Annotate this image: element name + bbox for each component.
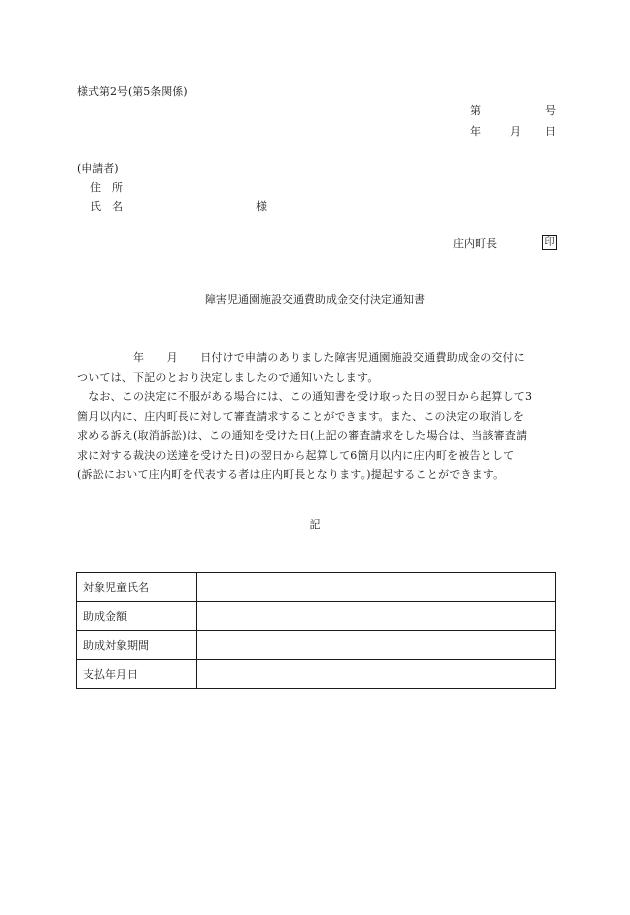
body-line: ついては、下記のとおり決定しましたので通知いたします。 <box>77 370 379 384</box>
mayor-title: 庄内町長 <box>453 237 497 250</box>
doc-number-prefix: 第 <box>470 104 481 117</box>
body-line: なお、この決定に不服がある場合には、この通知書を受け取った日の翌日から起算して3 <box>77 390 533 403</box>
body-line: (訴訟において庄内町を代表する者は庄内町長となります。)提起することができます。 <box>77 468 505 481</box>
row-label: 対象児童氏名 <box>77 573 197 602</box>
row-label: 支払年月日 <box>77 660 197 689</box>
table-row <box>77 660 556 689</box>
applicant-label: (申請者) <box>77 162 119 175</box>
row-value <box>197 631 556 660</box>
date-day: 日 <box>545 125 556 138</box>
seal-mark: 印 <box>542 235 557 250</box>
address-label: 住 所 <box>90 181 123 194</box>
document-title: 障害児通園施設交通費助成金交付決定通知書 <box>205 293 425 306</box>
row-label: 助成対象期間 <box>77 631 197 660</box>
row-value <box>197 660 556 689</box>
honorific: 様 <box>256 200 267 213</box>
table-row <box>77 573 556 602</box>
details-table <box>76 572 556 689</box>
table-row <box>77 631 556 660</box>
doc-number-suffix: 号 <box>545 104 556 117</box>
body-line: 求める訴え(取消訴訟)は、この通知を受けた日(上記の審査請求をした場合は、当該審査請 <box>77 429 528 442</box>
row-value <box>197 573 556 602</box>
notice-body <box>77 348 559 485</box>
form-number: 様式第2号(第5条関係) <box>77 85 188 98</box>
table-row <box>77 602 556 631</box>
body-line: 箇月以内に、庄内町長に対して審査請求することができます。また、この決定の取消しを <box>77 409 525 423</box>
row-label: 助成金額 <box>77 602 197 631</box>
row-value <box>197 602 556 631</box>
ki-heading: 記 <box>309 518 321 531</box>
date-month: 月 <box>510 125 521 138</box>
date-year: 年 <box>470 125 481 138</box>
body-line: 年 月 日付けで申請のありました障害児通園施設交通費助成金の交付に <box>77 351 525 364</box>
name-label: 氏 名 <box>90 200 123 213</box>
body-line: 求に対する裁決の送達を受けた日)の翌日から起算して6箇月以内に庄内町を被告として <box>77 448 515 462</box>
